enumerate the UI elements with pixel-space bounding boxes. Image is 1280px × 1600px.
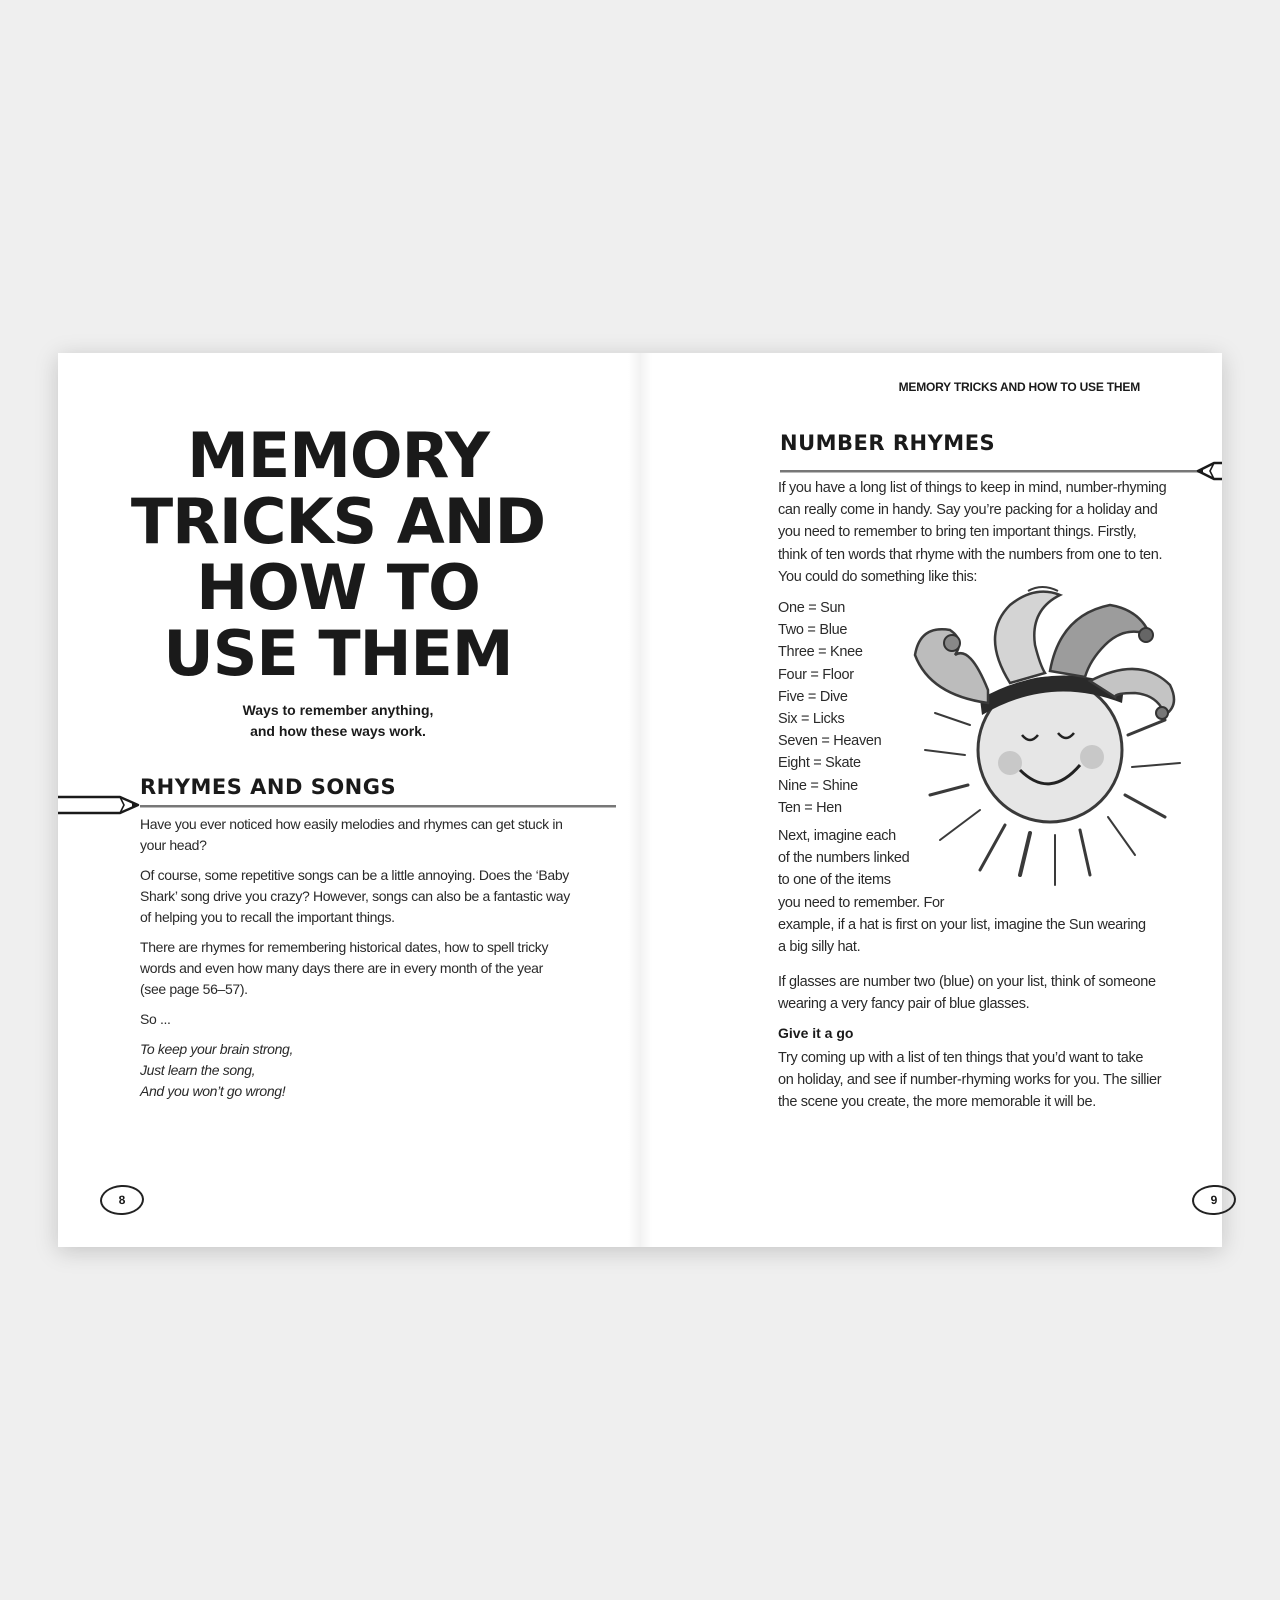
intro-line: If you have a long list of things to keep in mind, number-rhyming <box>778 480 1167 496</box>
rhyme-item: Six = Licks <box>778 711 845 728</box>
paragraph: So ... <box>140 1011 171 1027</box>
heading-rule <box>780 470 1200 473</box>
next-line: a big silly hat. <box>778 939 861 956</box>
next-line: Next, imagine each <box>778 828 896 844</box>
rhyme-item: Eight = Skate <box>778 755 861 772</box>
glasses-line: wearing a very fancy pair of blue glasses. <box>778 996 1030 1013</box>
section-heading-number-rhymes: NUMBER RHYMES <box>780 431 996 455</box>
rhyme-list <box>778 597 881 819</box>
paragraph: There are rhymes for remembering historical dates, how to spell tricky words and even how many days there are in every month of the year (see page 56–57). <box>140 939 549 997</box>
rhyme-item: Nine = Shine <box>778 777 858 794</box>
next-paragraph <box>778 825 1208 958</box>
rhyme-item: Five = Dive <box>778 688 848 705</box>
next-line: example, if a hat is first on your list, imagine the Sun wearing <box>778 916 1146 933</box>
rhyme-item: Three = Knee <box>778 644 863 661</box>
title-line: HOW TO <box>196 551 480 624</box>
poem-line: And you won’t go wrong! <box>140 1083 286 1099</box>
poem-line: To keep your brain strong, <box>140 1041 294 1057</box>
poem <box>140 1039 570 1102</box>
intro-line: can really come in handy. Say you’re packing for a holiday and <box>778 502 1158 519</box>
give-it-a-go-heading: Give it a go <box>778 1025 854 1041</box>
rhyme-item: Seven = Heaven <box>778 733 882 750</box>
intro-line: think of ten words that rhyme with the numbers from one to ten. <box>778 546 1163 563</box>
page-number: 8 <box>99 1184 145 1216</box>
give-line: on holiday, and see if number-rhyming works for you. The sillier <box>778 1072 1162 1089</box>
subtitle-line: Ways to remember anything, <box>242 702 434 718</box>
crayon-icon <box>58 793 142 817</box>
rhyme-item: One = Sun <box>778 600 846 616</box>
give-line: the scene you create, the more memorable it will be. <box>778 1094 1096 1111</box>
intro-paragraph <box>778 477 1208 588</box>
rhyme-item: Four = Floor <box>778 666 854 683</box>
running-head: MEMORY TRICKS AND HOW TO USE THEM <box>898 380 1140 394</box>
next-line: you need to remember. For <box>778 894 945 911</box>
paragraph: Of course, some repetitive songs can be a little annoying. Does the ‘Baby Shark’ song drive you crazy? However, songs can also be a fantastic way of helping you to recall the important things. <box>140 867 570 925</box>
give-line: Try coming up with a list of ten things that you’d want to take <box>778 1050 1144 1066</box>
rhymes-body <box>140 814 570 1111</box>
heading-rule <box>140 805 616 808</box>
give-paragraph <box>778 1047 1208 1114</box>
chapter-subtitle <box>188 700 488 742</box>
intro-line: You could do something like this: <box>778 568 978 585</box>
rhyme-item: Ten = Hen <box>778 799 842 816</box>
title-line: TRICKS AND <box>130 485 546 558</box>
subtitle-line: and how these ways work. <box>250 723 426 739</box>
intro-line: you need to remember to bring ten important things. Firstly, <box>778 524 1137 541</box>
glasses-paragraph <box>778 971 1208 1015</box>
next-line: of the numbers linked <box>778 850 910 867</box>
book-spread <box>58 353 1222 1247</box>
left-page <box>58 353 640 1247</box>
glasses-line: If glasses are number two (blue) on your list, think of someone <box>778 974 1156 990</box>
page-number: 9 <box>1191 1184 1237 1216</box>
rhyme-item: Two = Blue <box>778 622 848 639</box>
chapter-title <box>128 419 548 690</box>
poem-line: Just learn the song, <box>140 1062 256 1078</box>
section-heading-rhymes: RHYMES AND SONGS <box>140 775 397 799</box>
right-page <box>640 353 1222 1247</box>
next-line: to one of the items <box>778 872 891 889</box>
title-line: MEMORY <box>187 419 489 492</box>
paragraph: Have you ever noticed how easily melodies and rhymes can get stuck in your head? <box>140 816 563 853</box>
title-line: USE THEM <box>163 617 513 690</box>
